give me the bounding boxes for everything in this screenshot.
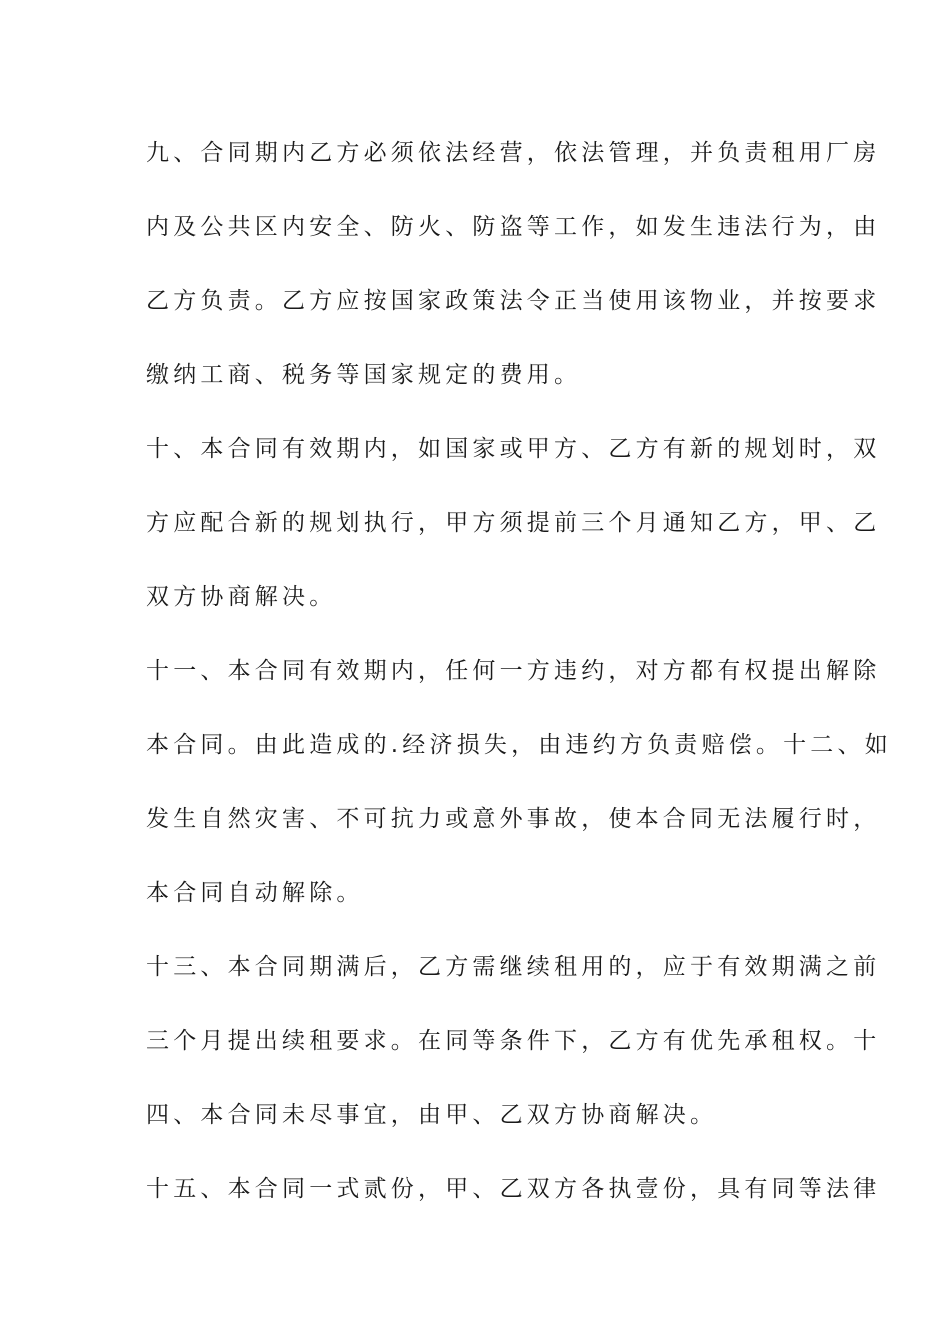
text-line: 乙方负责。乙方应按国家政策法令正当使用该物业，并按要求	[146, 288, 881, 314]
text-line: 本合同自动解除。	[146, 880, 364, 906]
text-line: 缴纳工商、税务等国家规定的费用。	[146, 362, 582, 388]
text-line: 内及公共区内安全、防火、防盗等工作，如发生违法行为，由	[146, 214, 881, 240]
text-line: 十一、本合同有效期内，任何一方违约，对方都有权提出解除	[146, 658, 881, 684]
text-line: 十三、本合同期满后，乙方需继续租用的，应于有效期满之前	[146, 954, 881, 980]
contract-text	[146, 125, 892, 1235]
text-line: 双方协商解决。	[146, 584, 337, 610]
text-line: 三个月提出续租要求。在同等条件下，乙方有优先承租权。十	[146, 1028, 881, 1054]
text-line: 十、本合同有效期内，如国家或甲方、乙方有新的规划时，双	[146, 436, 881, 462]
text-line: 方应配合新的规划执行，甲方须提前三个月通知乙方，甲、乙	[146, 510, 881, 536]
text-line: 四、本合同未尽事宜，由甲、乙双方协商解决。	[146, 1102, 718, 1128]
text-line: 九、合同期内乙方必须依法经营，依法管理，并负责租用厂房	[146, 140, 881, 166]
text-line: 十五、本合同一式贰份，甲、乙双方各执壹份，具有同等法律	[146, 1176, 881, 1202]
text-line: 本合同。由此造成的.经济损失，由违约方负责赔偿。十二、如	[146, 732, 892, 758]
text-line: 发生自然灾害、不可抗力或意外事故，使本合同无法履行时，	[146, 806, 881, 832]
